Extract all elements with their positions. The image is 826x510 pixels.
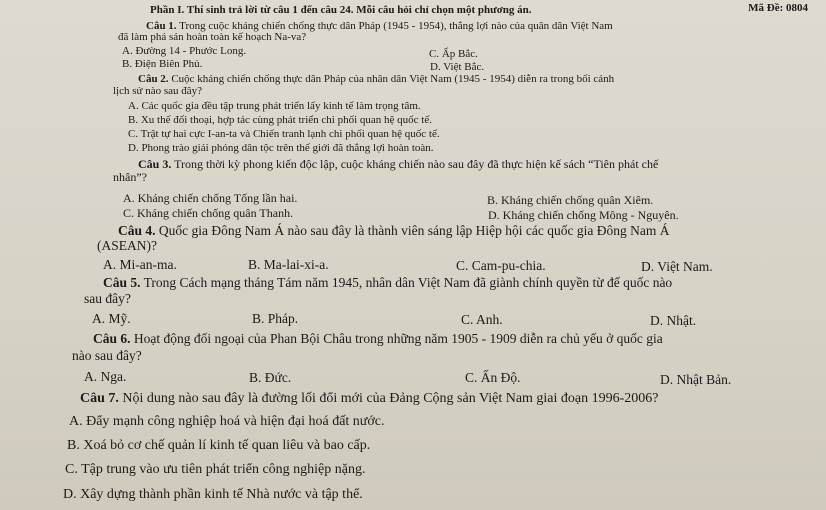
option-a: A. Kháng chiến chống Tống lần hai. (123, 191, 298, 205)
option-d: D. Nhật Bản. (660, 372, 732, 387)
exam-page: Mã Đề: 0804 Phần I. Thí sinh trả lời từ câu 1 đến câu 24. Mỗi câu hỏi chỉ chọn một phương án. Câu 1. Trong cuộc kháng chiến chống thực dân Pháp (1945 - 1954), thắng lợi nào của quân dân Việt Nam đã làm phá sản hoàn toàn kế hoạch Na-va? A. Đường 14 - Phước Long. C. Ấp Bắc. B. Điện Biên Phủ. D. Việt Bắc. Câu 2. Cuộc kháng chiến chống thực dân Pháp của nhân dân Việt Nam (1945 - 1954) diễn ra trong bối cảnh lịch sử nào sau đây? A. Các quốc gia đều tập trung phát triển lấy kinh tế làm trọng tâm. B. Xu thế đối thoại, hợp tác cùng phát triển chi phối quan hệ quốc tế. C. Trật tự hai cực I-an-ta và Chiến tranh lạnh chi phối quan hệ quốc tế. D. Phong trào giải phóng dân tộc trên thế giới đã thắng lợi hoàn toàn. Câu 3. Trong thời kỳ phong kiến độc lập, cuộc kháng chiến nào sau đây đã thực hiện kế sách “Tiên phát chế nhân”? A. Kháng chiến chống Tống lần hai. B. Kháng chiến chống quân Xiêm. C. Kháng chiến chống quân Thanh. D. Kháng chiến chống Mông - Nguyên. Câu 4. Quốc gia Đông Nam Á nào sau đây là thành viên sáng lập Hiệp hội các quốc gia Đông Nam Á (ASEAN)? A. Mi-an-ma. B. Ma-lai-xi-a. C. Cam-pu-chia. D. Việt Nam. Câu 5. Trong Cách mạng tháng Tám năm 1945, nhân dân Việt Nam đã giành chính quyền từ đế quốc nào sau đây? A. Mỹ. B. Pháp. C. Anh. D. Nhật. Câu 6. Hoạt động đối ngoại của Phan Bội Châu trong những năm 1905 - 1909 diễn ra chủ yếu ở quốc gia nào sau đây? A. Nga. B. Đức. C. Ấn Độ. D. Nhật Bản. Câu 7. Nội dung nào sau đây là đường lối đổi mới của Đảng Cộng sản Việt Nam giai đoạn 1996-2006? A. Đẩy mạnh công nghiệp hoá và hiện đại hoá đất nước. B. Xoá bỏ cơ chế quản lí kinh tế quan liêu và bao cấp. C. Tập trung vào ưu tiên phát triển công nghiệp nặng. D. Xây dựng thành phần kinh tế Nhà nước và tập thể. (0, 0, 826, 510)
option-b: B. Điện Biên Phủ. (122, 58, 203, 70)
part-title: Phần I. Thí sinh trả lời từ câu 1 đến câu 24. Mỗi câu hỏi chỉ chọn một phương án. (150, 4, 532, 16)
question-text: Trong cuộc kháng chiến chống thực dân Pháp (1945 - 1954), thắng lợi nào của quân dân Việt Nam (179, 20, 613, 32)
option-c: C. Trật tự hai cực I-an-ta và Chiến tranh lạnh chi phối quan hệ quốc tế. (128, 128, 440, 140)
option-a: A. Mỹ. (92, 311, 131, 326)
option-a: A. Các quốc gia đều tập trung phát triển lấy kinh tế làm trọng tâm. (128, 100, 421, 112)
option-a: A. Nga. (84, 369, 127, 384)
question-text-cont: đã làm phá sản hoàn toàn kế hoạch Na-va? (118, 31, 307, 43)
question-5: Câu 5. Trong Cách mạng tháng Tám năm 1945, nhân dân Việt Nam đã giành chính quyền từ đế quốc nào (103, 275, 673, 290)
option-a: A. Đường 14 - Phước Long. (122, 45, 247, 57)
option-c: C. Ấn Độ. (465, 370, 521, 385)
option-c: C. Anh. (461, 312, 503, 327)
exam-code: Mã Đề: 0804 (748, 2, 808, 14)
question-7: Câu 7. Nội dung nào sau đây là đường lối đổi mới của Đảng Cộng sản Việt Nam giai đoạn 1996-2006? (80, 391, 659, 406)
option-c: C. Tập trung vào ưu tiên phát triển công nghiệp nặng. (65, 462, 366, 477)
question-4: Câu 4. Quốc gia Đông Nam Á nào sau đây là thành viên sáng lập Hiệp hội các quốc gia Đông Nam Á (118, 223, 670, 238)
option-d: D. Nhật. (650, 313, 697, 328)
option-d: D. Phong trào giải phóng dân tộc trên thế giới đã thắng lợi hoàn toàn. (128, 142, 434, 154)
question-3: Câu 3. Trong thời kỳ phong kiến độc lập, cuộc kháng chiến nào sau đây đã thực hiện kế sách “Tiên phát chế (138, 157, 659, 171)
option-d: D. Việt Bắc. (430, 61, 485, 73)
option-d: D. Kháng chiến chống Mông - Nguyên. (488, 208, 679, 222)
option-b: B. Pháp. (252, 311, 299, 326)
option-c: C. Ấp Bắc. (429, 48, 478, 60)
question-label: Câu 1. (146, 20, 177, 32)
option-b: B. Kháng chiến chống quân Xiêm. (487, 193, 654, 207)
option-c: C. Kháng chiến chống quân Thanh. (123, 206, 294, 220)
option-b: B. Xoá bỏ cơ chế quản lí kinh tế quan liêu và bao cấp. (67, 438, 371, 453)
option-d: D. Việt Nam. (641, 259, 713, 274)
question-6: Câu 6. Hoạt động đối ngoại của Phan Bội Châu trong những năm 1905 - 1909 diễn ra chủ yếu ở quốc gia (93, 331, 663, 346)
option-c: C. Cam-pu-chia. (456, 258, 546, 273)
option-b: B. Ma-lai-xi-a. (248, 257, 329, 272)
question-2: Câu 2. Cuộc kháng chiến chống thực dân Pháp của nhân dân Việt Nam (1945 - 1954) diễn ra trong bối cảnh (138, 73, 615, 85)
option-b: B. Xu thế đối thoại, hợp tác cùng phát triển chi phối quan hệ quốc tế. (128, 114, 432, 126)
option-a: A. Đẩy mạnh công nghiệp hoá và hiện đại hoá đất nước. (69, 414, 385, 429)
option-a: A. Mi-an-ma. (103, 257, 177, 272)
option-b: B. Đức. (249, 370, 292, 385)
option-d: D. Xây dựng thành phần kinh tế Nhà nước và tập thể. (63, 487, 363, 502)
